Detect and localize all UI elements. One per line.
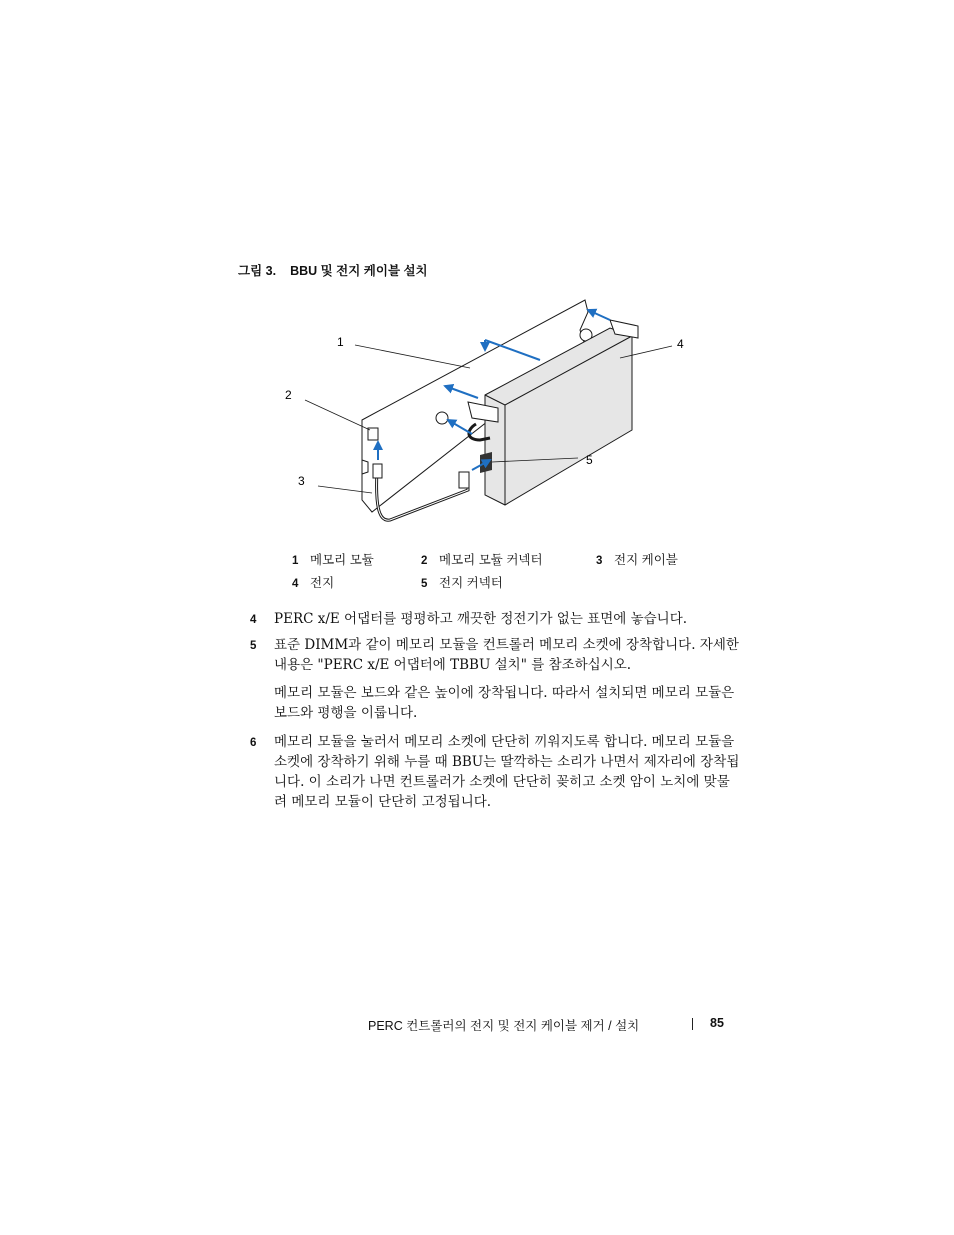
- page-footer: [368, 1016, 726, 1034]
- legend-text: 전지: [310, 576, 335, 590]
- legend-text: 메모리 모듈 커넥터: [439, 553, 543, 567]
- step-4: [250, 609, 740, 629]
- legend-item: [596, 550, 678, 568]
- callout-5: 5: [586, 453, 593, 467]
- callout-4: 4: [677, 337, 684, 351]
- leader-line-1: [355, 345, 470, 368]
- legend-row: [292, 550, 712, 573]
- step-text: 표준 DIMM과 같이 메모리 모듈을 컨트롤러 메모리 소켓에 장착합니다. 자세한 내용은 "PERC x/E 어댑터에 TBBU 설치" 를 참조하십시오.: [274, 637, 739, 673]
- step-number: 4: [250, 614, 257, 626]
- legend-text: 전지 커넥터: [439, 576, 503, 590]
- legend-number: 4: [292, 578, 299, 590]
- step-6: [250, 732, 740, 812]
- arrow-icon: [588, 310, 610, 320]
- step-number: 5: [250, 640, 257, 652]
- bbu-installation-figure: [280, 290, 684, 530]
- legend-number: 3: [596, 555, 603, 567]
- legend-number: 1: [292, 555, 299, 567]
- figure-title: BBU 및 전지 케이블 설치: [290, 264, 428, 278]
- legend-row: [292, 573, 712, 596]
- callout-1: 1: [337, 335, 344, 349]
- callout-2: 2: [285, 388, 292, 402]
- legend-number: 5: [421, 578, 428, 590]
- figure-legend: [292, 550, 712, 596]
- callout-3: 3: [298, 474, 305, 488]
- footer-separator: [692, 1018, 693, 1030]
- page-number: 85: [710, 1016, 724, 1030]
- legend-text: 메모리 모듈: [310, 553, 374, 567]
- legend-number: 2: [421, 555, 428, 567]
- cable-plug-battery: [459, 472, 469, 488]
- mount-hole: [436, 412, 448, 424]
- step-text: PERC x/E 어댑터를 평평하고 깨끗한 정전기가 없는 표면에 놓습니다.: [274, 611, 688, 627]
- cable-plug-board: [373, 464, 382, 478]
- figure-label: 그림 3.: [238, 264, 277, 278]
- legend-item: [292, 573, 334, 591]
- legend-text: 전지 케이블: [614, 553, 678, 567]
- footer-title: PERC 컨트롤러의 전지 및 전지 케이블 제거 / 설치: [368, 1019, 640, 1033]
- step-number: 6: [250, 737, 257, 749]
- figure-caption: [238, 261, 428, 279]
- leader-line-2: [305, 400, 370, 430]
- procedure-steps: [250, 609, 740, 812]
- legend-item: [292, 550, 374, 568]
- step-text: 메모리 모듈을 눌러서 메모리 소켓에 단단히 끼워지도록 합니다. 메모리 모듈을 소켓에 장착하기 위해 누를 때 BBU는 딸깍하는 소리가 나면서 제자리에 장착됩니다. 이 소리가 나면 컨트롤러가 소켓에 단단히 꽂히고 소켓 암이 노치에 맞물려 메모리 모듈이 단단히 고정됩니다.: [274, 734, 740, 810]
- legend-item: [421, 550, 543, 568]
- legend-item: [421, 573, 503, 591]
- step-5: [250, 635, 740, 723]
- step-note: 메모리 모듈은 보드와 같은 높이에 장착됩니다. 따라서 설치되면 메모리 모듈은 보드와 평행을 이룹니다.: [274, 685, 735, 721]
